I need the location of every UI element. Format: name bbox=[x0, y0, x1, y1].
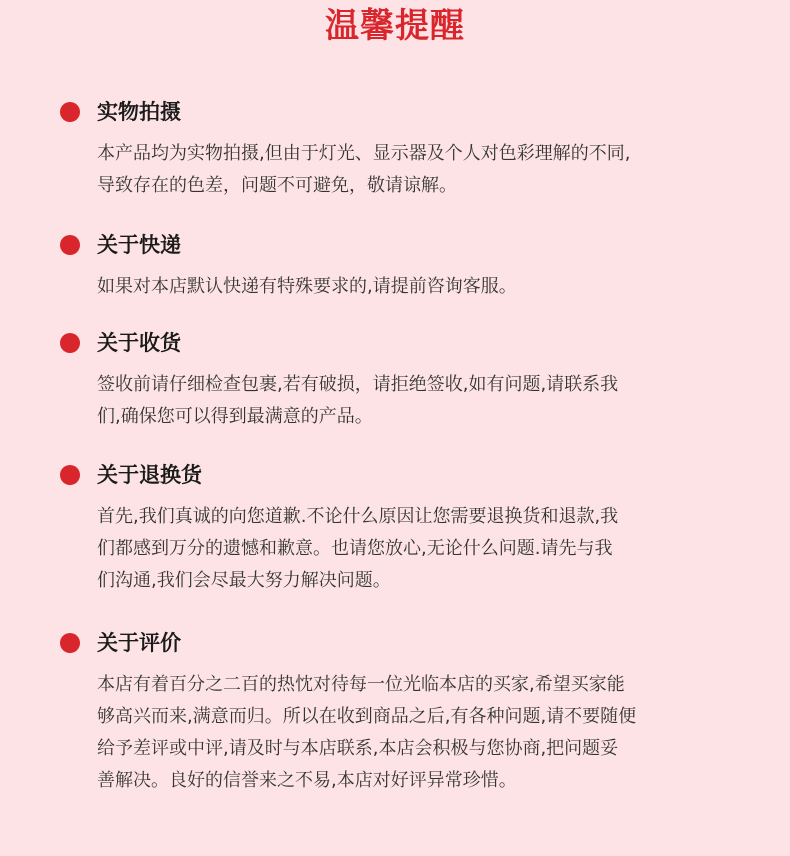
body-line: 本店有着百分之二百的热忱对待每一位光临本店的买家,希望买家能 bbox=[97, 674, 625, 695]
body-line: 善解决。良好的信誉来之不易,本店对好评异常珍惜。 bbox=[97, 770, 517, 791]
section-header bbox=[60, 100, 740, 128]
bullet-dot-icon bbox=[60, 102, 80, 122]
section-photo bbox=[60, 100, 740, 202]
section-header bbox=[60, 631, 740, 659]
section-body bbox=[97, 138, 697, 202]
section-title: 关于收货 bbox=[97, 331, 181, 355]
section-title: 关于快递 bbox=[97, 233, 181, 257]
section-title: 实物拍摄 bbox=[97, 100, 181, 124]
bullet-dot-icon bbox=[60, 235, 80, 255]
section-body bbox=[97, 501, 697, 597]
section-body bbox=[97, 271, 697, 303]
section-body bbox=[97, 369, 697, 433]
body-line: 导致存在的色差，问题不可避免，敬请谅解。 bbox=[97, 175, 457, 196]
section-body bbox=[97, 669, 697, 797]
body-line: 如果对本店默认快递有特殊要求的,请提前咨询客服。 bbox=[97, 276, 517, 297]
bullet-dot-icon bbox=[60, 465, 80, 485]
bullet-dot-icon bbox=[60, 633, 80, 653]
body-line: 们沟通,我们会尽最大努力解决问题。 bbox=[97, 570, 391, 591]
section-header bbox=[60, 233, 740, 261]
body-line: 们,确保您可以得到最满意的产品。 bbox=[97, 406, 373, 427]
section-title: 关于退换货 bbox=[97, 463, 202, 487]
body-line: 给予差评或中评,请及时与本店联系,本店会积极与您协商,把问题妥 bbox=[97, 738, 619, 759]
body-line: 首先,我们真诚的向您道歉.不论什么原因让您需要退换货和退款,我 bbox=[97, 506, 619, 527]
section-title: 关于评价 bbox=[97, 631, 181, 655]
body-line: 签收前请仔细检查包裹,若有破损，请拒绝签收,如有问题,请联系我 bbox=[97, 374, 619, 395]
section-reviews bbox=[60, 631, 740, 797]
section-header bbox=[60, 463, 740, 491]
body-line: 够高兴而来,满意而归。所以在收到商品之后,有各种问题,请不要随便 bbox=[97, 706, 637, 727]
body-line: 本产品均为实物拍摄,但由于灯光、显示器及个人对色彩理解的不同, bbox=[97, 143, 631, 164]
page-title: 温馨提醒 bbox=[325, 6, 465, 46]
section-receipt bbox=[60, 331, 740, 433]
body-line: 们都感到万分的遗憾和歉意。也请您放心,无论什么问题.请先与我 bbox=[97, 538, 613, 559]
section-delivery bbox=[60, 233, 740, 303]
section-header bbox=[60, 331, 740, 359]
section-returns bbox=[60, 463, 740, 597]
bullet-dot-icon bbox=[60, 333, 80, 353]
